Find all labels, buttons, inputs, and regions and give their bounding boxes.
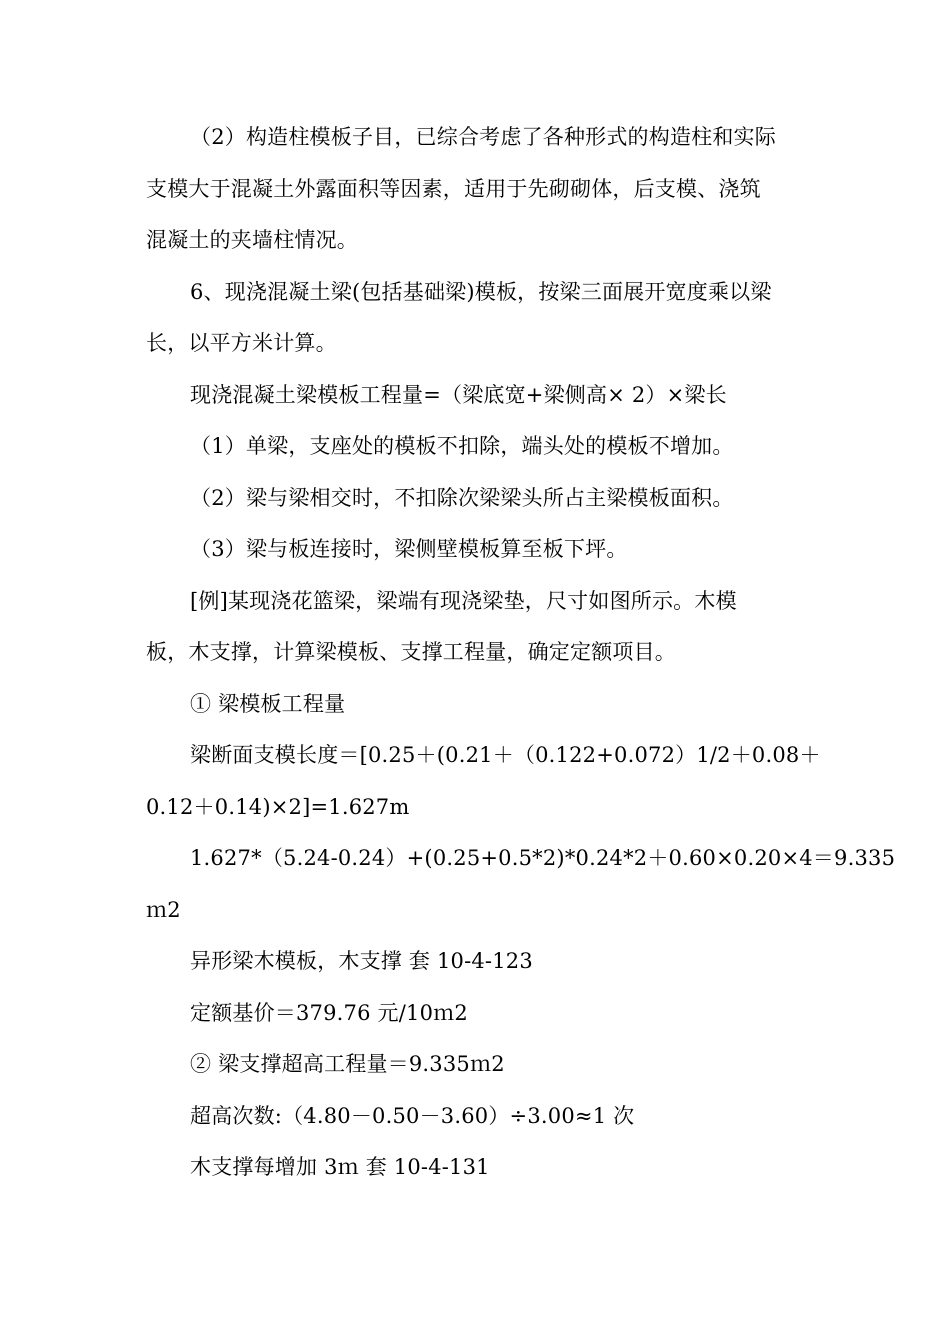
- list-item: （2）梁与梁相交时，不扣除次梁梁头所占主梁模板面积。: [190, 486, 734, 510]
- paragraph-line: 板，木支撑，计算梁模板、支撑工程量，确定定额项目。: [146, 640, 676, 664]
- paragraph-line: 混凝土的夹墙柱情况。: [146, 228, 358, 252]
- paragraph-line: [例]某现浇花篮梁，梁端有现浇梁垫，尺寸如图所示。木模: [190, 589, 737, 613]
- paragraph-line: 木支撑每增加 3ｍ 套 10-4-131: [190, 1155, 490, 1179]
- formula-line: 梁断面支模长度＝[0.25＋(0.21＋（0.122+0.072）1/2＋0.08＋: [190, 743, 821, 767]
- paragraph-line: 异形梁木模板，木支撑 套 10-4-123: [190, 949, 533, 973]
- section-heading: ① 梁模板工程量: [190, 692, 346, 716]
- paragraph-line: 长，以平方米计算。: [146, 331, 337, 355]
- formula-line: 0.12＋0.14)×2]=1.627m: [146, 795, 410, 819]
- section-heading: ② 梁支撑超高工程量＝9.335ｍ2: [190, 1052, 505, 1076]
- formula-line: 现浇混凝土梁模板工程量=（梁底宽+梁侧高× 2）×梁长: [190, 383, 727, 407]
- list-item: （1）单梁，支座处的模板不扣除，端头处的模板不增加。: [190, 434, 734, 458]
- list-item: （3）梁与板连接时，梁侧壁模板算至板下坪。: [190, 537, 628, 561]
- paragraph-line: 定额基价＝379.76 元/10ｍ2: [190, 1001, 468, 1025]
- paragraph-line: 支模大于混凝土外露面积等因素，适用于先砌砌体，后支模、浇筑: [146, 177, 761, 201]
- formula-line: 超高次数:（4.80－0.50－3.60）÷3.00≈1 次: [190, 1104, 635, 1128]
- paragraph-line: 6、现浇混凝土梁(包括基础梁)模板，按梁三面展开宽度乘以梁: [190, 280, 772, 304]
- formula-line: ｍ2: [146, 898, 181, 922]
- formula-line: 1.627*（5.24-0.24）+(0.25+0.5*2)*0.24*2＋0.60×0.20×4＝9.335: [190, 846, 896, 870]
- paragraph-line: （2）构造柱模板子目，已综合考虑了各种形式的构造柱和实际: [190, 125, 776, 149]
